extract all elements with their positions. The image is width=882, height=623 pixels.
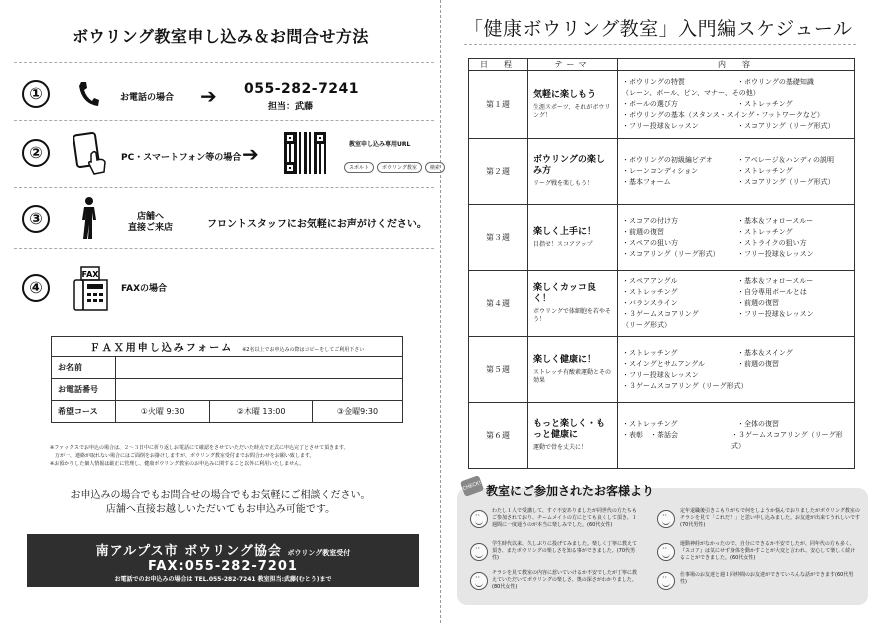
content-item: ・スコアの付け方 xyxy=(622,216,678,225)
week-theme-cell xyxy=(528,337,618,403)
visit-method-label xyxy=(128,212,173,234)
content-row xyxy=(622,238,850,249)
divider xyxy=(14,120,434,121)
divider xyxy=(14,248,434,249)
week-content-cell xyxy=(618,205,855,271)
content-item: ・基本フォーム xyxy=(622,178,671,186)
content-item: ・表彰 ・茶話会 xyxy=(622,431,678,439)
content-item: ・アベレージ＆ハンディの説明 xyxy=(737,156,835,164)
schedule-week-row xyxy=(469,271,855,337)
url-part: ボウリング教室 xyxy=(377,162,422,173)
fax-form-header xyxy=(52,337,403,357)
application-methods-title: ボウリング教室申し込み＆お問合せ方法 xyxy=(72,27,369,46)
content-item: ・スペアの狙い方 xyxy=(622,238,678,247)
course-label: 希望コース xyxy=(52,401,116,423)
week-subtheme: 目指せ！スコアアップ xyxy=(533,240,593,248)
contact-message-line2: 店舗へ直接お越しいただいてもお申込み可能です。 xyxy=(105,504,336,515)
content-item: ・ストライクの狙い方 xyxy=(737,238,807,247)
header-date: 日 程 xyxy=(469,59,528,71)
week-theme-cell xyxy=(528,271,618,337)
content-row xyxy=(622,348,850,359)
content-row xyxy=(622,370,850,381)
week-theme-cell xyxy=(528,71,618,139)
week-subtheme: ボウリングで体細胞を若やそう！ xyxy=(533,308,611,323)
content-row xyxy=(622,419,850,430)
schedule-header-row xyxy=(469,59,855,71)
header-theme: テーマ xyxy=(528,59,618,71)
divider xyxy=(14,62,434,63)
phone-method-label: お電話の場合 xyxy=(120,93,175,103)
content-item: ・ストレッチング xyxy=(622,288,678,296)
fax-number: FAX:055-282-7201 xyxy=(148,559,298,574)
week-label: 第３週 xyxy=(469,205,528,271)
content-item: ・ストレッチング xyxy=(737,100,793,108)
content-row xyxy=(622,249,850,260)
content-row xyxy=(622,320,850,331)
customer-face-icon xyxy=(657,543,675,561)
phone-contact-person: 担当：武藤 xyxy=(268,102,314,112)
content-row xyxy=(622,276,850,287)
arrow-right-icon: ➔ xyxy=(242,142,259,166)
customer-voices-title: 教室にご参加されたお客様より xyxy=(486,484,655,498)
content-item: ・基本＆フォロースルー xyxy=(737,277,814,285)
week-label: 第４週 xyxy=(469,271,528,337)
content-item: ・前週の復習 xyxy=(737,359,779,368)
schedule-week-row xyxy=(469,337,855,403)
content-row xyxy=(622,430,850,452)
content-row xyxy=(622,177,850,188)
customer-face-icon xyxy=(470,510,488,528)
week-content-cell xyxy=(618,403,855,469)
week-subtheme: リーグ戦を楽しもう！ xyxy=(533,180,594,187)
content-item: ・レーンコンディション xyxy=(622,167,699,175)
content-row xyxy=(622,155,850,166)
customer-voice: 学生時代以来、久しぶりに投げてみました。楽しく丁寧に教えて頂き、またボウリングの楽しさを知る事ができました。(70代男性) xyxy=(492,541,638,561)
content-item: ・自分専用ボールとは xyxy=(737,288,807,296)
content-item: ・全体の復習 xyxy=(737,420,779,428)
customer-voice: チラシを見て教室の内容に惹いていけるか不安でしたが丁寧に教えていただいてボウリングの楽しさ、奥の深さがわかりました。(80代女性) xyxy=(492,570,638,590)
url-part: スポルト xyxy=(344,162,374,173)
content-row xyxy=(622,110,850,121)
title-underline xyxy=(464,44,856,45)
content-item: ・ストレッチング xyxy=(737,227,793,236)
schedule-week-row xyxy=(469,403,855,469)
fax-application-form xyxy=(51,336,403,423)
content-row xyxy=(622,227,850,238)
week-theme-cell xyxy=(528,205,618,271)
phone-icon xyxy=(76,80,100,108)
week-theme: ボウリングの楽しみ方 xyxy=(533,155,605,176)
content-item: ・スコアリング（リーグ形式） xyxy=(737,122,835,130)
customer-face-icon xyxy=(657,510,675,528)
fax-form-note: ※2名以上でお申込みの際はコピーをしてご利用下さい xyxy=(242,347,365,353)
name-label: お名前 xyxy=(52,357,116,379)
qr-code[interactable] xyxy=(284,132,326,174)
person-walking-icon xyxy=(76,196,102,240)
content-item: ・ボウリングの基礎知識 xyxy=(737,78,814,86)
week-label: 第６週 xyxy=(469,403,528,469)
fax-form-title: ＦＡＸ用申し込みフォーム xyxy=(89,343,234,354)
customer-voice: 仕事場のお友達と週１回仲間のお友達ができていろんな話ができます(60代男性) xyxy=(680,572,854,585)
content-item: ・３ゲームスコアリング xyxy=(622,310,699,318)
content-item: ・フリー投球＆レッスン xyxy=(737,310,814,318)
note-line: ※ファックスでお申込の場合は、２～３日中に折り返しお電話にて確認をさせていただいた時点で正式に申込完了とさせて頂きます。 xyxy=(50,445,349,451)
content-item: ・バランスライン xyxy=(622,299,678,307)
week-content-cell xyxy=(618,271,855,337)
content-row xyxy=(622,166,850,177)
check-badge: CHECK! xyxy=(460,475,484,497)
divider xyxy=(14,187,434,188)
step-number-1: ① xyxy=(22,80,50,108)
week-label: 第２週 xyxy=(469,139,528,205)
content-item: ・スペアアングル xyxy=(622,277,678,285)
fax-method-label: FAXの場合 xyxy=(121,284,168,294)
step-number-3: ③ xyxy=(22,205,50,233)
header-content: 内 容 xyxy=(618,59,855,71)
visit-label-line1: 店舗へ xyxy=(137,212,165,222)
week-content-cell xyxy=(618,139,855,205)
schedule-week-row xyxy=(469,205,855,271)
customer-voice: 定年退職後引きこもりがちで何をしようか悩んでおりましたがボウリング教室のチラシを見て「これだ！」と思い申し込みました。お友達が出来てうれしいです(70代男性) xyxy=(680,508,861,528)
fax-icon xyxy=(72,266,110,312)
schedule-title: 「健康ボウリング教室」入門編スケジュール xyxy=(464,18,853,40)
phone-number: 055-282-7241 xyxy=(244,81,360,97)
week-theme: 楽しくカッコ良く！ xyxy=(533,283,596,304)
content-item: ・前週の復習 xyxy=(737,299,779,307)
content-item: ・基本＆スイング xyxy=(737,348,793,357)
content-item: ・基本＆フォロースルー xyxy=(737,216,814,225)
content-item: ・ストレッチング xyxy=(737,167,793,175)
phone-note: お電話でのお申込みの場合は TEL.055-282-7241 教室担当:武藤(むとう)まで xyxy=(114,576,332,583)
content-item: ・３ゲームスコアリング（リーグ形式） xyxy=(622,381,748,390)
content-row xyxy=(622,121,850,132)
content-row xyxy=(622,359,850,370)
customer-voice: 運動神経がなかったので、自分にできるか不安でしたが、同年代の方も多く、『スコア』は気にせず身体を動かすことが大変と言われ、安心して楽しく続けることができました。(60代女性) xyxy=(680,541,856,561)
content-row xyxy=(622,298,850,309)
fax-icon-label: FAX xyxy=(81,270,99,279)
content-item: ・前週の復習 xyxy=(622,227,664,236)
content-row xyxy=(622,381,850,392)
week-subtheme: 生涯スポーツ、それがボウリング！ xyxy=(533,103,611,119)
content-row xyxy=(622,309,850,320)
name-field[interactable] xyxy=(116,357,403,379)
association-sub: ボウリング教室受付 xyxy=(287,549,351,557)
phone-label: お電話番号 xyxy=(52,379,116,401)
schedule-week-row xyxy=(469,139,855,205)
note-line: ※お預かりした個人情報は厳正に管理し、健康ボウリング教室のお申込みに関すること以外に利用いたしません。 xyxy=(50,461,305,467)
content-item: （リーグ形式） xyxy=(622,321,671,329)
week-label: 第５週 xyxy=(469,337,528,403)
content-item: ・ボウリングの基本（スタンス・スイング・フットワークなど） xyxy=(622,111,824,119)
phone-field[interactable] xyxy=(116,379,403,401)
content-item: ・３ゲームスコアリング（リーグ形式） xyxy=(730,431,843,450)
content-item: ・ストレッチング xyxy=(622,420,678,428)
week-subtheme: ストレッチ有酸素運動とその効果 xyxy=(533,368,611,384)
content-item: ・スコアリング（リーグ形式） xyxy=(622,249,720,258)
content-row xyxy=(622,99,850,110)
step-number-2: ② xyxy=(22,139,50,167)
right-page xyxy=(441,0,882,623)
content-item: ・ボールの選び方 xyxy=(622,100,678,108)
content-item: ・ボウリングの特質 xyxy=(622,78,685,86)
week-content-cell xyxy=(618,337,855,403)
content-item: ・フリー投球＆レッスン xyxy=(622,370,699,379)
contact-message-line1: お申込みの場合でもお問合せの場合でもお気軽にご相談ください。 xyxy=(70,490,371,501)
arrow-right-icon: ➔ xyxy=(200,84,217,108)
content-item: ・ボウリングの初級編ビデオ xyxy=(622,156,713,164)
content-item: （レーン、ボール、ピン、マナー、その他） xyxy=(622,89,760,97)
week-theme: もっと楽しく・もっと健康に xyxy=(533,419,606,440)
week-theme: 楽しく健康に！ xyxy=(533,354,597,365)
content-row xyxy=(622,216,850,227)
content-row xyxy=(622,77,850,88)
tablet-icon xyxy=(73,132,109,176)
schedule-week-row xyxy=(469,71,855,139)
step-number-4: ④ xyxy=(22,274,50,302)
fax-notes xyxy=(50,444,410,468)
customer-face-icon xyxy=(470,572,488,590)
week-theme-cell xyxy=(528,139,618,205)
week-theme-cell xyxy=(528,403,618,469)
content-item: ・スイングとサムアングル xyxy=(622,359,705,368)
week-content-cell xyxy=(618,71,855,139)
pc-method-label: PC・スマートフォン等の場合 xyxy=(121,153,242,163)
content-row xyxy=(622,287,850,298)
search-button[interactable]: 検索 xyxy=(425,162,445,173)
customer-voice: わたし１人で受講して、すぐ不安ありましたが同世代の方たちもご参加されており、チームメイトの方にとても良くして頂き、１週間に一度通うのが本当に楽しみでした。(60代女性) xyxy=(492,508,637,528)
customer-face-icon xyxy=(657,572,675,590)
week-theme: 気軽に楽しもう xyxy=(533,89,597,100)
content-item: ・フリー投球＆レッスン xyxy=(622,122,699,130)
course-option-tuesday[interactable]: ①火曜 9:30 xyxy=(116,401,210,423)
week-subtheme: 運動で骨を丈夫に！ xyxy=(533,444,588,451)
visit-instruction: フロントスタッフにお気軽にお声がけください。 xyxy=(207,219,427,230)
url-search-box[interactable] xyxy=(344,162,445,173)
qr-title: 教室申し込み専用URL xyxy=(349,141,411,148)
note-line: 万が一、連絡が取れない場合にはご面倒をお掛けしますが、ボウリング教室受付までお問合わせをお願い致します。 xyxy=(50,453,315,459)
course-option-friday[interactable]: ③金曜9:30 xyxy=(312,401,402,423)
content-row xyxy=(622,88,850,99)
content-item: ・フリー投球＆レッスン xyxy=(737,249,814,258)
association-name: 南アルプス市 ボウリング協会 xyxy=(95,544,282,559)
schedule-table xyxy=(468,58,855,469)
visit-label-line2: 直接ご来店 xyxy=(128,223,174,233)
customer-face-icon xyxy=(470,543,488,561)
week-label: 第１週 xyxy=(469,71,528,139)
week-theme: 楽しく上手に！ xyxy=(533,226,597,237)
content-item: ・ストレッチング xyxy=(622,348,678,357)
course-option-thursday[interactable]: ②木曜 13:00 xyxy=(210,401,313,423)
content-item: ・スコアリング（リーグ形式） xyxy=(737,178,835,186)
association-banner xyxy=(27,534,419,587)
